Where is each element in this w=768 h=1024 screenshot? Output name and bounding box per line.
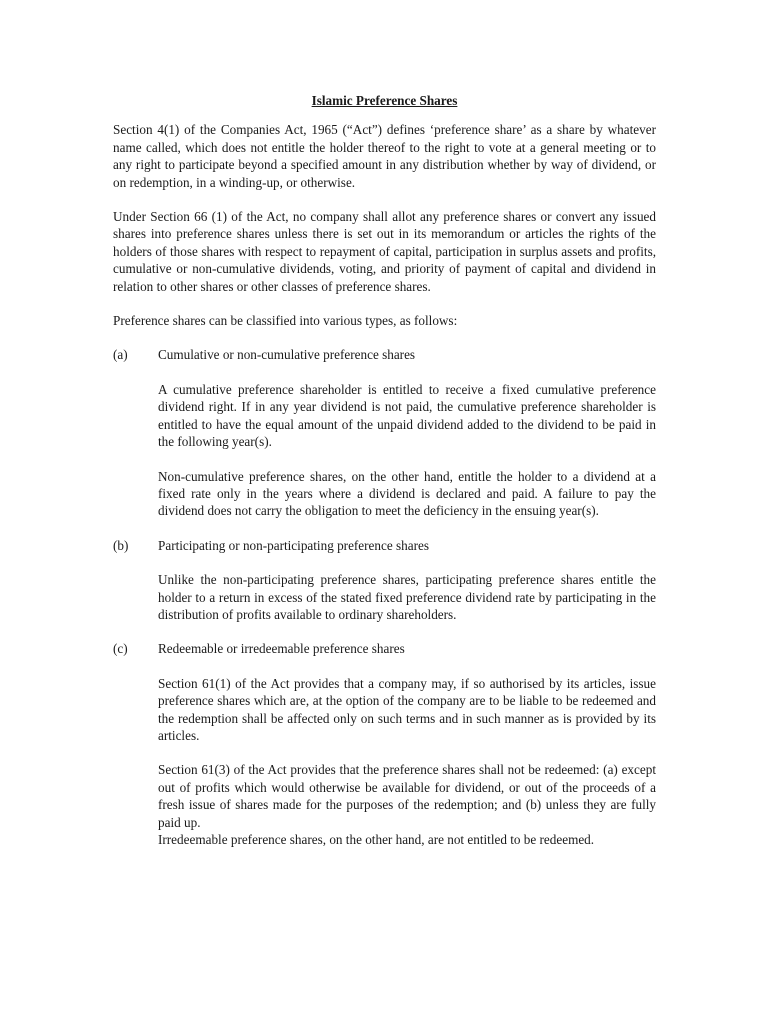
paragraph-cumulative: A cumulative preference shareholder is entitled to receive a fixed cumulative preference dividend right. If in any year dividend is not paid, the cumulative preference shareholder is entitled to have the equal amount of the unpaid dividend added to the dividend to be paid in the following year(s). [158,381,656,450]
document-page [113,92,656,848]
paragraph-section-61-3: Section 61(3) of the Act provides that the preference shares shall not be redeemed: (a) except out of profits which would otherwise be available for dividend, or out of the proceeds of a fresh issue of shares made for the purposes of the redemption; and (b) unless they are fully paid up. [158,762,656,830]
paragraph-section-4: Section 4(1) of the Companies Act, 1965 (“Act”) defines ‘preference share’ as a share by whatever name called, which does not entitle the holder thereof to the right to vote at a general meeting or to any right to participate beyond a specified amount in any distribution whether by way of dividend, or on redemption, in a winding-up, or otherwise. [113,122,656,190]
paragraph-non-cumulative: Non-cumulative preference shares, on the other hand, entitle the holder to a dividend at a fixed rate only in the years where a dividend is declared and paid. A failure to pay the dividend does not carry the obligation to meet the deficiency in the ensuing year(s). [158,468,656,519]
paragraph-classification-intro: Preference shares can be classified into various types, as follows: [113,313,458,329]
paragraph-section-61-1: Section 61(1) of the Act provides that a company may, if so authorised by its articles, issue preference shares which are, at the option of the company are to be liable to be redeemed and the redemption shall be affected only on such terms and in such manner as is provided by its articles. [158,675,656,743]
list-item-letter: (c) [113,641,128,657]
paragraph-irredeemable: Irredeemable preference shares, on the other hand, are not entitled to be redeemed. [158,832,595,847]
paragraph-section-66: Under Section 66 (1) of the Act, no company shall allot any preference shares or convert any issued shares into preference shares unless there is set out in its memorandum or articles the rights of the holders of those shares with respect to repayment of capital, participation in surplus assets and profits, cumulative or non-cumulative dividends, voting, and priority of payment of capital and dividend in relation to other shares or other classes of preference shares. [113,209,656,294]
document-title: Islamic Preference Shares [311,93,458,108]
list-item-a-heading [113,346,656,363]
paragraph-participating: Unlike the non-participating preference shares, participating preference shares entitle the holder to a return in excess of the stated fixed preference dividend rate by participating in the distribution of profits available to ordinary shareholders. [158,572,656,622]
list-item-b-heading [113,537,656,554]
list-item-letter: (b) [113,537,129,553]
list-item-letter: (a) [113,347,128,363]
list-item-title: Cumulative or non-cumulative preference shares [158,347,416,363]
list-item-title: Participating or non-participating preference shares [158,537,429,553]
list-item-c-heading [113,640,656,657]
list-item-title: Redeemable or irredeemable preference shares [158,641,405,657]
